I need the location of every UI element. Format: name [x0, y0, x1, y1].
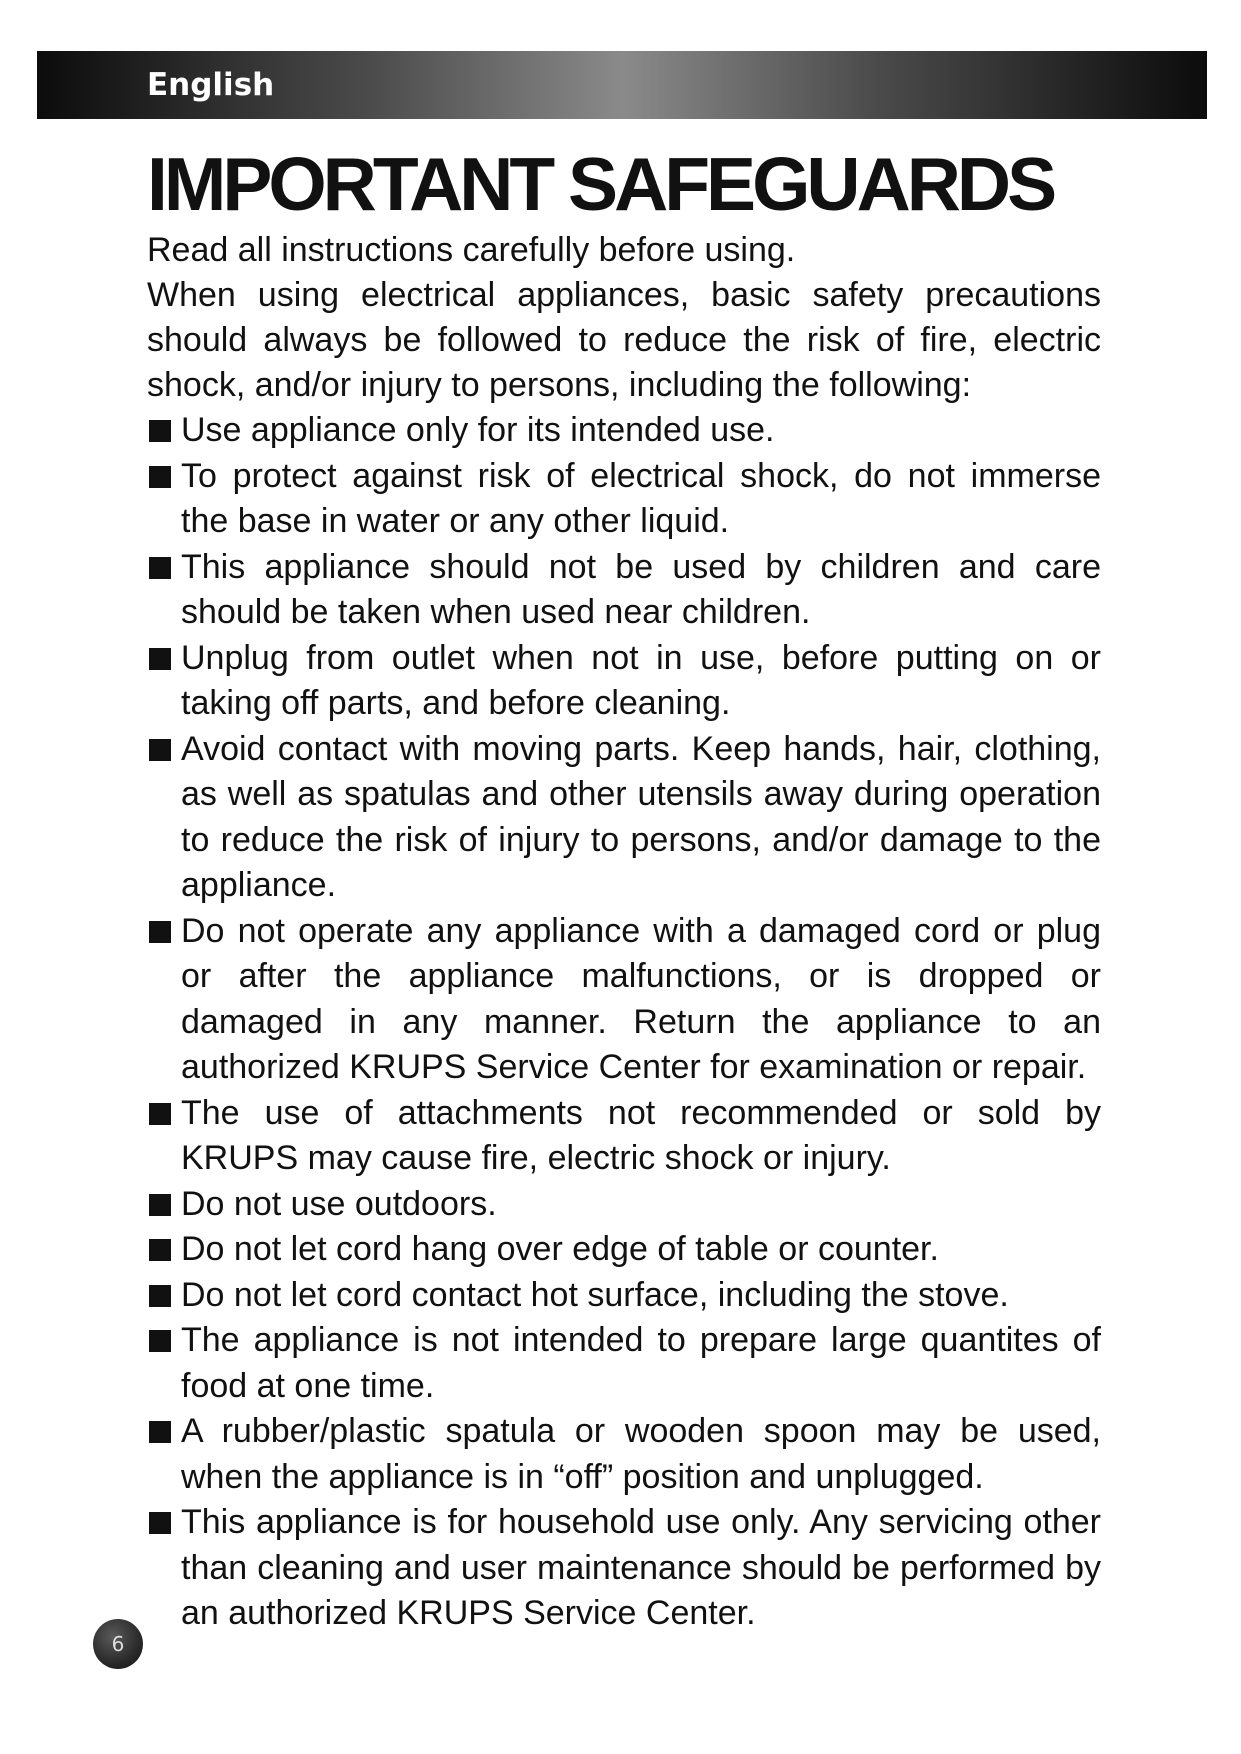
square-bullet-icon [149, 1103, 171, 1125]
safeguard-item [147, 408, 1101, 454]
square-bullet-icon [149, 1239, 171, 1261]
square-bullet-icon [149, 466, 171, 488]
safeguard-text: Avoid contact with moving parts. Keep hands, hair, clothing, as well as spatulas and other utensils away during operation to reduce the risk of injury to persons, and/or damage to the appliance. [181, 729, 1101, 904]
square-bullet-icon [149, 1421, 171, 1443]
intro [147, 228, 1101, 408]
intro-paragraph: When using electrical appliances, basic safety precautions should always be followed to reduce the risk of fire, electric shock, and/or injury to persons, including the following: [147, 276, 1101, 404]
safeguard-text: Unplug from outlet when not in use, before putting on or taking off parts, and before cleaning. [181, 638, 1101, 722]
page-title: IMPORTANT SAFEGUARDS [147, 142, 1054, 226]
language-label: English [147, 67, 275, 103]
safeguard-item [147, 1318, 1101, 1409]
square-bullet-icon [149, 1512, 171, 1534]
safeguard-text: Do not operate any appliance with a damaged cord or plug or after the appliance malfunctions, or is dropped or damaged in any manner. Return the appliance to an authorized KRUPS Service Center for examination or repair. [181, 911, 1101, 1086]
safeguard-item [147, 1227, 1101, 1273]
safeguards-content [147, 140, 1101, 1637]
safeguard-item [147, 1409, 1101, 1500]
safeguard-list [147, 408, 1101, 1637]
safeguard-item [147, 454, 1101, 545]
square-bullet-icon [149, 648, 171, 670]
safeguard-item [147, 1182, 1101, 1228]
safeguard-item [147, 1273, 1101, 1319]
safeguard-text: This appliance should not be used by children and care should be taken when used near children. [181, 547, 1101, 631]
safeguard-text: Do not let cord hang over edge of table or counter. [181, 1230, 939, 1268]
safeguard-text: This appliance is for household use only. Any servicing other than cleaning and user maintenance should be performed by an authorized KRUPS Service Center. [181, 1503, 1101, 1632]
safeguard-item [147, 1091, 1101, 1182]
safeguard-item [147, 545, 1101, 636]
intro-line: Read all instructions carefully before using. [147, 231, 796, 269]
square-bullet-icon [149, 1194, 171, 1216]
safeguard-item [147, 1500, 1101, 1637]
safeguard-text: Do not use outdoors. [181, 1184, 497, 1223]
safeguard-item [147, 909, 1101, 1091]
safeguard-text: The appliance is not intended to prepare large quantites of food at one time. [181, 1321, 1101, 1405]
safeguard-text: The use of attachments not recommended or sold by KRUPS may cause fire, electric shock or injury. [181, 1093, 1101, 1177]
square-bullet-icon [149, 1330, 171, 1352]
page-number-badge: 6 [93, 1619, 143, 1669]
square-bullet-icon [149, 739, 171, 761]
language-header-bar [37, 51, 1207, 119]
square-bullet-icon [149, 557, 171, 579]
square-bullet-icon [149, 1285, 171, 1307]
safeguard-item [147, 636, 1101, 727]
square-bullet-icon [149, 921, 171, 943]
square-bullet-icon [149, 420, 171, 442]
safeguard-item [147, 727, 1101, 909]
safeguard-text: A rubber/plastic spatula or wooden spoon may be used, when the appliance is in “off” position and unplugged. [181, 1412, 1101, 1496]
safeguard-text: To protect against risk of electrical shock, do not immerse the base in water or any other liquid. [181, 456, 1101, 540]
safeguard-text: Do not let cord contact hot surface, including the stove. [181, 1275, 1009, 1314]
safeguard-text: Use appliance only for its intended use. [181, 411, 775, 449]
